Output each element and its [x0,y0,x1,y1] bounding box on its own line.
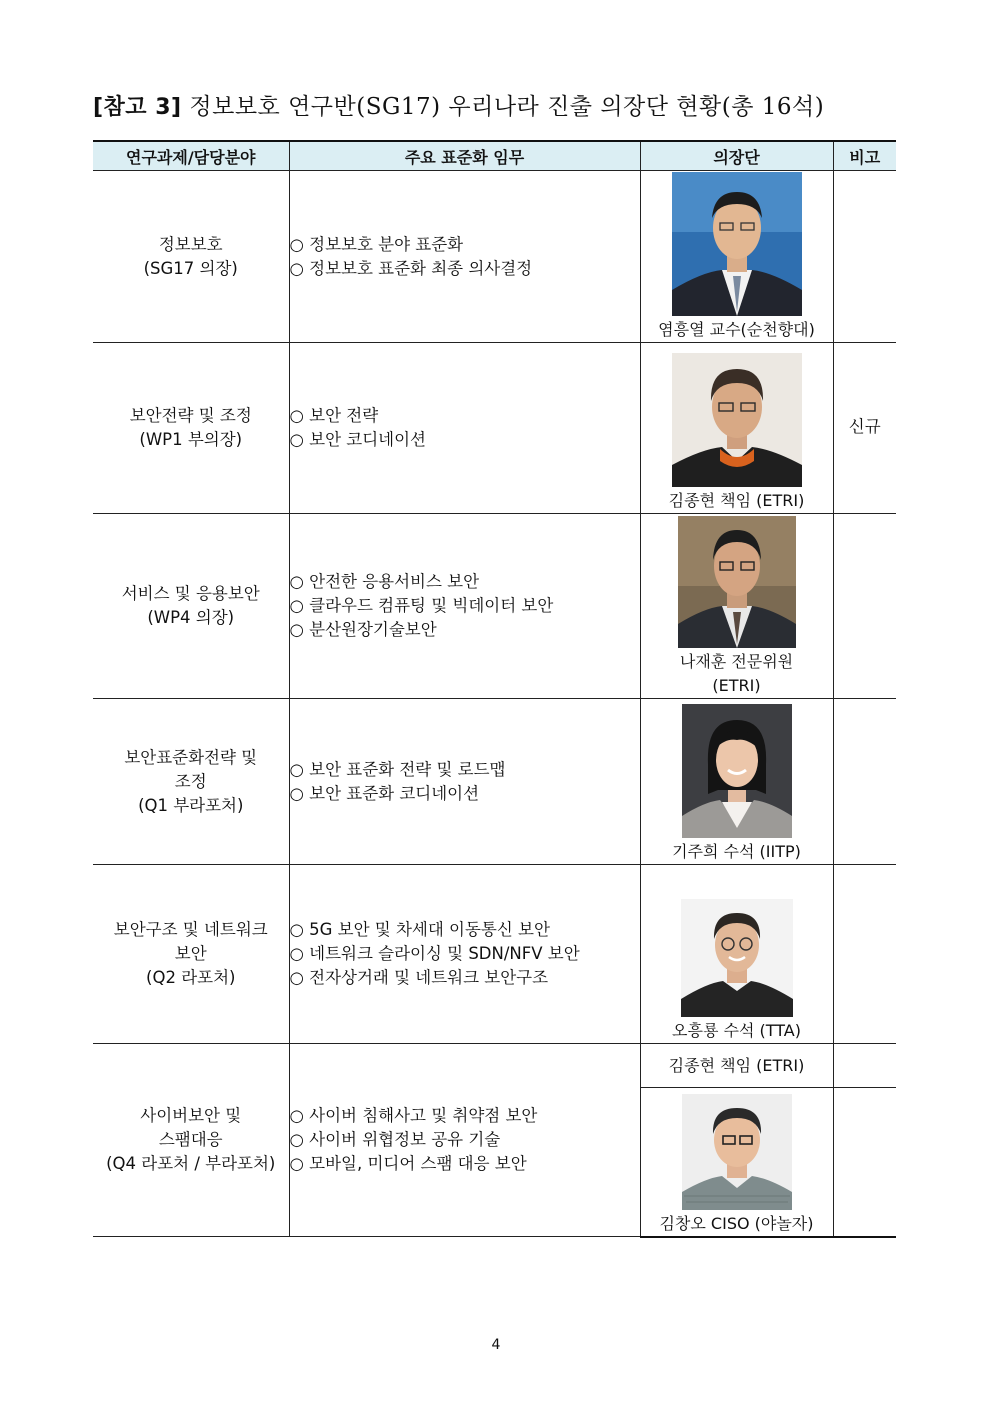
person-name: 김종현 책임 (ETRI) [668,1055,805,1075]
header-chairs: 의장단 [640,141,833,171]
topic-line: (SG17 의장) [143,258,238,278]
table-header-row [93,141,896,171]
topic-line: 사이버보안 및 [140,1106,242,1125]
task-item: ○ 보안 표준화 전략 및 로드맵 [289,759,506,779]
person-photo [678,516,796,648]
topic-line: (Q2 라포처) [146,968,236,987]
person-name: 김창오 CISO (야놀자) [659,1213,814,1233]
task-item: ○ 분산원장기술보안 [289,620,437,639]
person-photo [672,172,802,316]
person-cell [640,1044,833,1088]
chair-table [93,140,896,1238]
topic-cell [93,865,289,1044]
task-item: ○ 안전한 응용서비스 보안 [289,572,480,591]
person-photo [682,704,792,838]
task-item: ○ 보안 코디네이션 [289,430,426,449]
topic-line: (Q1 부라포처) [138,795,244,815]
tasks-cell [289,1044,640,1237]
topic-line: 보안 [174,944,207,963]
tasks-cell [289,171,640,343]
task-item: ○ 보안 전략 [289,406,379,425]
task-item: ○ 모바일, 미디어 스팸 대응 보안 [289,1154,527,1173]
person-photo [681,899,793,1017]
topic-line: (Q4 라포처 / 부라포처) [106,1154,276,1173]
topic-line: 조정 [174,771,207,791]
topic-cell [93,343,289,514]
person-name: 오흥룡 수석 (TTA) [672,1021,801,1040]
table-row [93,1044,896,1088]
tasks-cell [289,514,640,699]
person-cell [640,865,833,1044]
task-item: ○ 5G 보안 및 차세대 이동통신 보안 [289,920,550,939]
person-name: 염흥열 교수(순천향대) [658,320,815,339]
page-title [93,88,903,121]
topic-cell [93,171,289,343]
task-item: ○ 사이버 위협정보 공유 기술 [289,1130,501,1149]
header-note: 비고 [833,141,896,171]
note-cell [833,865,896,1044]
person-cell [640,171,833,343]
task-item: ○ 정보보호 표준화 최종 의사결정 [289,258,533,278]
page-number: 4 [491,1337,501,1353]
person-photo [672,353,802,487]
person-cell [640,699,833,865]
person-photo [682,1094,792,1210]
topic-cell [93,699,289,865]
note-cell: 신규 [833,343,896,514]
task-item: ○ 전자상거래 및 네트워크 보안구조 [289,968,549,987]
person-affiliation: (ETRI) [712,676,761,695]
tasks-cell [289,343,640,514]
topic-line: (WP4 의장) [147,608,235,627]
topic-line: 보안구조 및 네트워크 [113,920,268,939]
table-row [93,699,896,865]
person-name: 김종현 책임 (ETRI) [668,491,805,510]
topic-cell [93,1044,289,1237]
note-cell [833,1044,896,1088]
person-cell [640,1088,833,1237]
person-name: 기주희 수석 (IITP) [672,842,801,861]
topic-cell [93,514,289,699]
note-cell [833,1088,896,1237]
topic-line: 스팸대응 [158,1130,223,1149]
note-cell [833,699,896,865]
task-item: ○ 클라우드 컴퓨팅 및 빅데이터 보안 [289,596,554,615]
header-topic: 연구과제/담당분야 [93,141,289,171]
topic-line: 보안표준화전략 및 [124,747,258,767]
topic-line: 서비스 및 응용보안 [121,584,260,603]
person-cell [640,343,833,514]
reference-tag: [참고 3] [93,95,182,120]
person-name: 나재훈 전문위원 [679,652,794,671]
topic-line: 보안전략 및 조정 [129,406,252,425]
table-row [93,171,896,343]
task-item: ○ 네트워크 슬라이싱 및 SDN/NFV 보안 [289,944,580,963]
note-cell [833,514,896,699]
task-item: ○ 보안 표준화 코디네이션 [289,783,480,803]
topic-line: 정보보호 [158,234,223,254]
table-row [93,865,896,1044]
person-cell [640,514,833,699]
tasks-cell [289,865,640,1044]
task-item: ○ 사이버 침해사고 및 취약점 보안 [289,1106,538,1125]
table-row [93,343,896,514]
task-item: ○ 정보보호 분야 표준화 [289,234,464,254]
header-tasks: 주요 표준화 임무 [289,141,640,171]
table-row [93,514,896,699]
tasks-cell [289,699,640,865]
title-text: 정보보호 연구반(SG17) 우리나라 진출 의장단 현황(총 16석) [181,94,825,120]
topic-line: (WP1 부의장) [139,430,243,449]
note-cell [833,171,896,343]
